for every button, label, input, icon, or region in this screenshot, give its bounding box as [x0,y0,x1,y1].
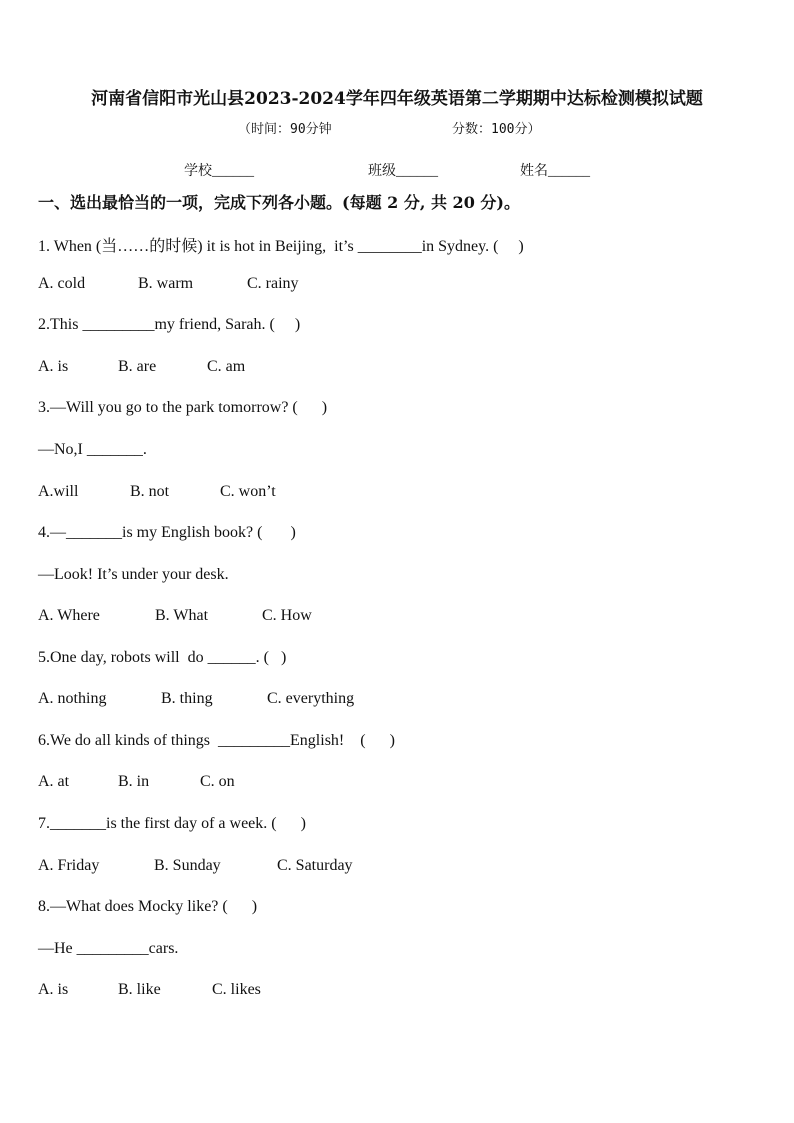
question-1-option-a: A. cold [38,275,86,292]
question-4-option-c: C. How [262,607,312,624]
question-8-stem: 8.—What does Mocky like? ( ) [38,898,258,915]
question-5-option-b: B. thing [161,690,213,707]
question-3-option-c: C. won’t [220,483,276,500]
question-2-option-c: C. am [207,358,246,375]
question-8-option-b: B. like [118,981,161,998]
question-3-option-a: A.will [38,483,79,500]
question-6-option-a: A. at [38,773,70,790]
name-field: 姓名______ [520,164,590,179]
question-4-option-b: B. What [155,607,209,624]
question-4-option-a: A. Where [38,607,100,624]
question-3-answer-line: —No,I _______. [38,441,147,458]
question-1-option-c: C. rainy [247,275,299,292]
question-1-stem: 1. When (当……的时候) it is hot in Beijing, it’s ________in Sydney. ( ) [38,238,524,255]
question-5-option-a: A. nothing [38,690,107,707]
question-2-stem: 2.This _________my friend, Sarah. ( ) [38,316,301,333]
question-4-answer-line: —Look! It’s under your desk. [38,566,229,583]
question-6-stem: 6.We do all kinds of things _________English! ( ) [38,732,395,749]
question-2-option-b: B. are [118,358,157,375]
class-field: 班级______ [368,164,438,179]
question-7-option-a: A. Friday [38,857,100,874]
question-4-stem: 4.—_______is my English book? ( ) [38,524,296,541]
question-7-option-c: C. Saturday [277,857,353,874]
question-3-option-b: B. not [130,483,170,500]
question-8-option-c: C. likes [212,981,261,998]
question-5-option-c: C. everything [267,690,355,707]
section-heading: 一、选出最恰当的一项，完成下列各小题。(每题 2 分, 共 20 分)。 [38,193,520,212]
question-5-stem: 5.One day, robots will do ______. ( ) [38,649,287,666]
question-2-option-a: A. is [38,358,69,375]
question-6-option-b: B. in [118,773,150,790]
school-field: 学校______ [184,164,254,179]
exam-time: （时间：90分钟 [238,122,332,137]
question-3-stem: 3.—Will you go to the park tomorrow? ( ) [38,399,328,416]
question-6-option-c: C. on [200,773,235,790]
question-7-option-b: B. Sunday [154,857,221,874]
exam-title: 河南省信阳市光山县2023-2024学年四年级英语第二学期期中达标检测模拟试题 [91,89,703,109]
question-7-stem: 7._______is the first day of a week. ( ) [38,815,306,832]
exam-score: 分数：100分） [452,122,541,137]
question-8-option-a: A. is [38,981,69,998]
question-1-option-b: B. warm [138,275,194,292]
question-8-answer-line: —He _________cars. [38,940,179,957]
